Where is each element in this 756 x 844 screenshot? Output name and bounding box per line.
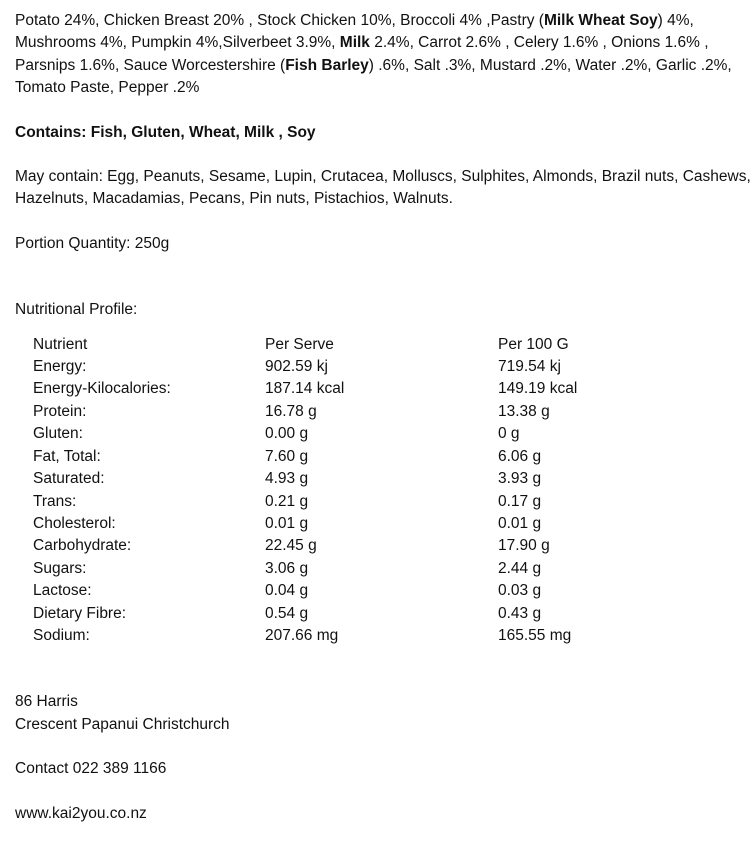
per-serve-value: 7.60 g	[265, 447, 309, 465]
nutrient-name: Cholesterol:	[33, 514, 116, 532]
per-serve-value: 187.14 kcal	[265, 380, 345, 398]
per-serve-value: 0.04 g	[265, 582, 309, 600]
nutrition-row	[33, 356, 648, 378]
per-serve-value: 207.66 mg	[265, 626, 339, 644]
ingredients-text: ) 4%, Mushrooms 4%, Pumpkin 4%,Silverbeet 3.9%,	[15, 12, 694, 52]
contains-allergens: Contains: Fish, Gluten, Wheat, Milk , Soy	[15, 123, 316, 141]
nutrition-row	[33, 603, 648, 625]
ingredients-text: 2.4%, Carrot 2.6% , Celery 1.6% , Onions 1.6% , Parsnips 1.6%, Sauce Worcestershire (	[15, 34, 709, 74]
nutrition-header-row	[33, 334, 648, 356]
per-100g-value: 149.19 kcal	[498, 380, 578, 398]
nutrient-name: Energy:	[33, 358, 87, 376]
per-serve-value: 0.01 g	[265, 514, 309, 532]
nutrition-row	[33, 625, 648, 647]
per-100g-value: 719.54 kj	[498, 358, 561, 376]
ingredients-allergen-text: Fish Barley	[285, 56, 369, 74]
per-100g-value: 165.55 mg	[498, 626, 572, 644]
per-100g-value: 13.38 g	[498, 402, 550, 420]
nutrient-name: Carbohydrate:	[33, 537, 132, 555]
per-serve-value: 902.59 kj	[265, 358, 328, 376]
nutrient-name: Trans:	[33, 492, 77, 510]
per-100g-value: 0.43 g	[498, 604, 542, 622]
per-100g-value: 0.17 g	[498, 492, 542, 510]
ingredients-paragraph	[15, 10, 751, 100]
nutrition-table	[33, 334, 648, 648]
per-100g-value: 2.44 g	[498, 559, 542, 577]
header-per-100g: Per 100 G	[498, 335, 569, 353]
contact-phone: Contact 022 389 1166	[15, 760, 167, 778]
address-line-1: 86 Harris	[15, 693, 78, 711]
per-serve-value: 16.78 g	[265, 402, 317, 420]
nutrition-row	[33, 558, 648, 580]
per-serve-value: 4.93 g	[265, 470, 309, 488]
per-100g-value: 0 g	[498, 425, 520, 443]
nutrient-name: Fat, Total:	[33, 447, 101, 465]
per-100g-value: 6.06 g	[498, 447, 542, 465]
nutrition-title: Nutritional Profile:	[15, 301, 138, 319]
address-line-2: Crescent Papanui Christchurch	[15, 715, 230, 733]
portion-quantity: Portion Quantity: 250g	[15, 234, 170, 252]
header-nutrient: Nutrient	[33, 335, 88, 353]
nutrition-row	[33, 535, 648, 557]
nutrient-name: Sugars:	[33, 559, 87, 577]
ingredients-allergen-text: Milk	[339, 34, 370, 52]
nutrient-name: Saturated:	[33, 470, 105, 488]
per-serve-value: 22.45 g	[265, 537, 317, 555]
nutrient-name: Protein:	[33, 402, 87, 420]
per-serve-value: 3.06 g	[265, 559, 309, 577]
ingredients-allergen-text: Milk Wheat Soy	[543, 12, 658, 29]
per-100g-value: 3.93 g	[498, 470, 542, 488]
nutrition-row	[33, 491, 648, 513]
ingredients-text: Potato 24%, Chicken Breast 20% , Stock Chicken 10%, Broccoli 4% ,Pastry (	[15, 12, 544, 29]
website-link[interactable]: www.kai2you.co.nz	[15, 804, 147, 822]
nutrition-row	[33, 401, 648, 423]
ingredients-text: ) .6%, Salt .3%, Mustard .2%, Water .2%, Garlic .2%, Tomato Paste, Pepper .2%	[15, 56, 732, 97]
header-per-serve: Per Serve	[265, 335, 334, 353]
per-serve-value: 0.21 g	[265, 492, 309, 510]
per-100g-value: 0.03 g	[498, 582, 542, 600]
nutrition-row	[33, 378, 648, 400]
label-document	[15, 10, 751, 825]
nutrient-name: Gluten:	[33, 425, 83, 443]
nutrition-row	[33, 423, 648, 445]
nutrient-name: Dietary Fibre:	[33, 604, 127, 622]
per-serve-value: 0.00 g	[265, 425, 309, 443]
nutrition-row	[33, 580, 648, 602]
per-serve-value: 0.54 g	[265, 604, 309, 622]
nutrient-name: Sodium:	[33, 626, 90, 644]
nutrient-name: Lactose:	[33, 582, 92, 600]
nutrition-row	[33, 446, 648, 468]
nutrient-name: Energy-Kilocalories:	[33, 380, 171, 398]
per-100g-value: 17.90 g	[498, 537, 550, 555]
nutrition-row	[33, 468, 648, 490]
nutrition-row	[33, 513, 648, 535]
may-contain-text: May contain: Egg, Peanuts, Sesame, Lupin, Crutacea, Molluscs, Sulphites, Almonds, Brazil nuts, Cashews, Hazelnuts, Macadamias, Pecans, Pin nuts, Pistachios, Walnuts.	[15, 168, 751, 208]
per-100g-value: 0.01 g	[498, 514, 542, 532]
